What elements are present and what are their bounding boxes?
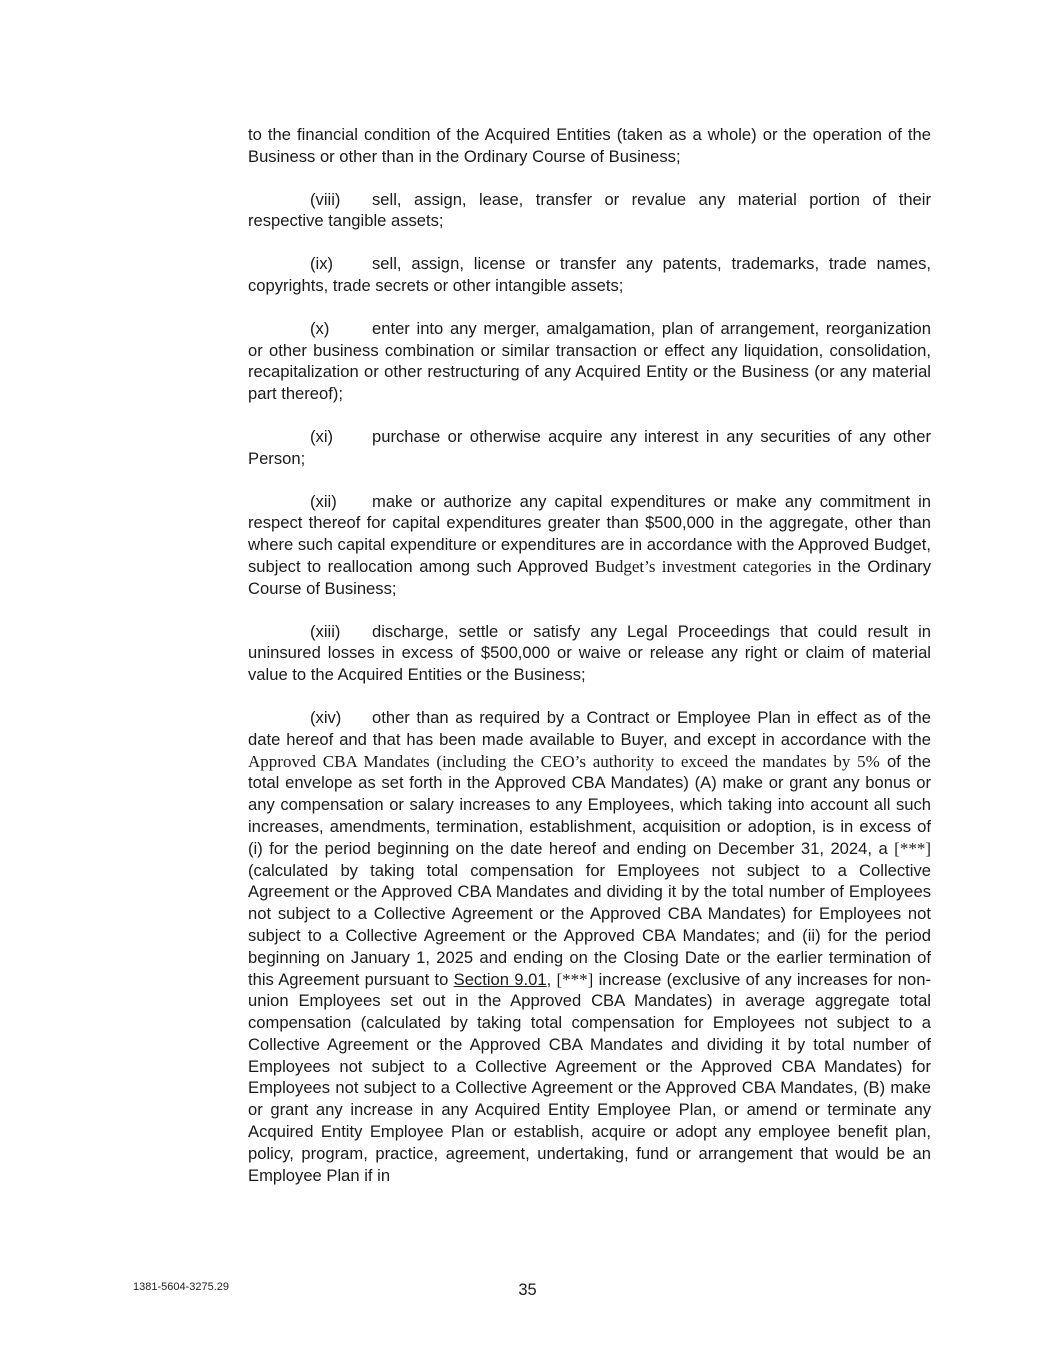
clause-xi: [248, 426, 931, 470]
clause-xiv: [248, 707, 931, 1187]
clause-number: (viii): [310, 189, 341, 209]
clause-xii: [248, 491, 931, 600]
clause-number: (xi): [310, 426, 334, 446]
clause-text: of the total envelope as set forth in the Approved CBA Mandates) (A) make or grant any bonus or any compensation or salary increases to any Employees, which taking into account all such increases, amendments, termination, establishment, acquisition or adoption, is in excess of (i) for the period beginning on the date hereof and ending on December 31, 2024, a: [248, 751, 931, 858]
clause-ix: [248, 253, 931, 297]
clause-number: (xiii): [310, 621, 341, 641]
clause-number: (ix): [310, 254, 334, 274]
clause-text: make or authorize any capital expenditures or make any commitment in respect thereof for capital expenditures greater than $500,000 in the aggregate, other than where such capital expenditure or expenditures are in accordance with the Approved Budget, subject to reallocation among such Approved: [248, 491, 931, 576]
clause-text: sell, assign, lease, transfer or revalue any material portion of their respective tangible assets;: [248, 189, 931, 231]
clause-viii: [248, 189, 931, 233]
clause-number: (xii): [310, 491, 337, 511]
clause-text: purchase or otherwise acquire any interest in any securities of any other Person;: [248, 426, 931, 468]
clause-text: other than as required by a Contract or Employee Plan in effect as of the date hereof and that has been made available to Buyer, and except in accordance with the: [248, 707, 931, 749]
page-number: 35: [518, 1281, 537, 1299]
document-id: 1381-5604-3275.29: [133, 1281, 230, 1293]
paragraph-text: to the financial condition of the Acquired Entities (taken as a whole) or the operation of the Business or other than in the Ordinary Course of Business;: [248, 125, 931, 166]
clause-x: [248, 318, 931, 405]
clause-number: (x): [310, 318, 330, 338]
clause-text: ,: [546, 969, 557, 989]
redaction-mark: [***]: [556, 969, 594, 989]
document-body: [248, 124, 931, 1207]
clause-text: sell, assign, license or transfer any patents, trademarks, trade names, copyrights, trade secrets or other intangible assets;: [248, 254, 931, 295]
clause-text: the Ordinary Course of Business;: [248, 556, 931, 598]
section-reference-link[interactable]: Section 9.01: [453, 969, 547, 989]
clause-xiii: [248, 621, 931, 686]
clause-text: increase (exclusive of any increases for non-union Employees set out in the Approved CBA Mandates) in average aggregate total compensation (calculated by taking total compensation for Employees not subject to a Collective Agreement or the Approved CBA Mandates and dividing it by total number of Employees not subject to a Collective Agreement or the Approved CBA Mandates) for Employees not subject to a Collective Agreement or the Approved CBA Mandates, (B) make or grant any increase in any Acquired Entity Employee Plan, or amend or terminate any Acquired Entity Employee Plan or establish, acquire or adopt any employee benefit plan, policy, program, practice, agreement, undertaking, fund or arrangement that would be an Employee Plan if in: [248, 969, 931, 1185]
clause-text-serif: Approved CBA Mandates (including the CEO’s authority to exceed the mandates by 5%: [248, 751, 880, 771]
clause-text-serif: Budget’s investment categories in: [595, 556, 832, 576]
clause-text: (calculated by taking total compensation for Employees not subject to a Collective Agreement or the Approved CBA Mandates and dividing it by the total number of Employees not subject to a Collective Agreement or the Approved CBA Mandates) for Employees not subject to a Collective Agreement or the Approved CBA Mandates; and (ii) for the period beginning on January 1, 2025 and ending on the Closing Date or the earlier termination of this Agreement pursuant to: [248, 860, 931, 989]
clause-number: (xiv): [310, 707, 342, 727]
clause-text: enter into any merger, amalgamation, plan of arrangement, reorganization or other business combination or similar transaction or effect any liquidation, consolidation, recapitalization or other restructuring of any Acquired Entity or the Business (or any material part thereof);: [248, 318, 931, 404]
clause-text: discharge, settle or satisfy any Legal Proceedings that could result in uninsured losses in excess of $500,000 or waive or release any right or claim of material value to the Acquired Entities or the Business;: [248, 621, 931, 685]
redaction-mark: [***]: [894, 838, 931, 858]
paragraph-continuation: [248, 124, 931, 168]
